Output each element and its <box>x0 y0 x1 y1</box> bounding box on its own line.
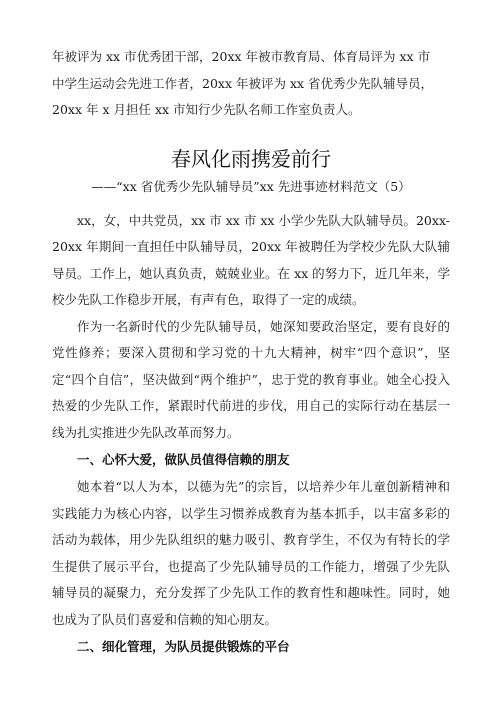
body-paragraph-2: 作为一名新时代的少先队辅导员，她深知要政治坚定，要有良好的党性修养；要深入贯彻和学习党的十九大精神，树牢“四个意识”，坚定“四个自信”，坚决做到“两个维护”，忠于党的教育事业。她全心投入热爱的少先队工作，紧跟时代前进的步伐，用自己的实际行动在基层一线为扎实推进少先队改革而努力。 <box>52 318 450 440</box>
document-body <box>52 44 450 661</box>
article-title: 春风化雨携爱前行 <box>171 146 331 171</box>
section-heading-1: 一、心怀大爱，做队员值得信赖的朋友 <box>77 452 290 467</box>
section-heading-2: 二、细化管理，为队员提供锻炼的平台 <box>77 639 290 654</box>
body-paragraph-1: xx，女，中共党员，xx 市 xx 市 xx 小学少先队大队辅导员。20xx-20xx 年期间一直担任中队辅导员，20xx 年被聘任为学校少先队大队辅导员。工作上，她认真负责，兢兢业业。在 xx 的努力下，近几年来，学校少先队工作稳步开展，有声有色，取得了一定的成绩。 <box>52 212 450 307</box>
intro-line-3: 20xx 年 x 月担任 xx 市知行少先队名师工作室负责人。 <box>52 102 361 117</box>
intro-line-1: 年被评为 xx 市优秀团干部，20xx 年被市教育局、体育局评为 xx 市 <box>52 49 431 64</box>
section-1-paragraph: 她本着“以人为本，以德为先”的宗旨，以培养少年儿童创新精神和实践能力为核心内容，以学生习惯养成教育为基本抓手，以丰富多彩的活动为载体，用少先队组织的魅力吸引、教育学生，不仅为有特长的学生提供了展示平台，也提高了少先队辅导员的工作能力，增强了少先队辅导员的凝聚力，充分发挥了少先队工作的教育性和趣味性。同时，她也成为了队员们喜爱和信赖的知心朋友。 <box>52 479 450 627</box>
article-subtitle: ——“xx 省优秀少先队辅导员”xx 先进事迹材料范文（5） <box>91 178 411 194</box>
intro-line-2: 中学生运动会先进工作者，20xx 年被评为 xx 省优秀少先队辅导员， <box>52 75 434 91</box>
